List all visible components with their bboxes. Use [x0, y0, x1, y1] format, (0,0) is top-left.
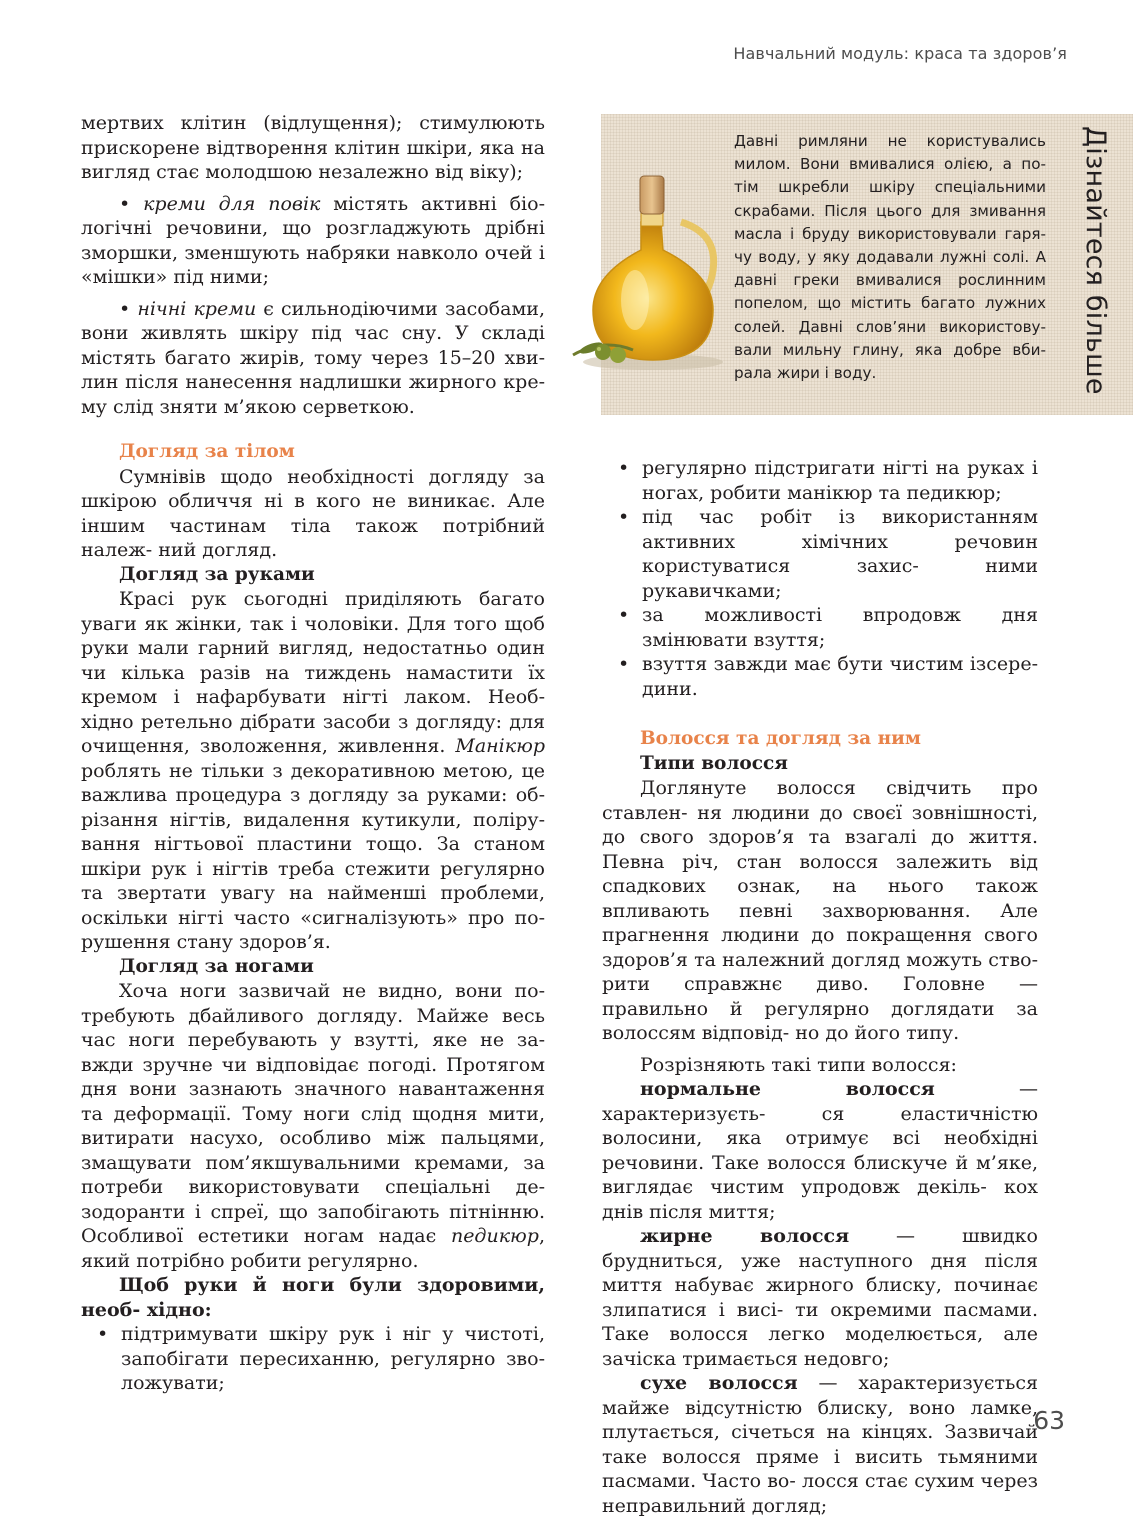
term-normal-hair: нормальне волосся	[640, 1078, 935, 1100]
term-pedicure: педикюр	[450, 1225, 539, 1247]
paragraph: Сумнівів щодо необхідності догляду за шкірою обличчя ні в кого не виникає. Але іншим частинам тіла також потрібний належ- ний догляд.	[81, 465, 545, 561]
list-item: • регулярно підстригати нігті на руках і ногах, робити манікюр та педикюр;	[618, 457, 1038, 504]
hair-type-normal: нормальне волосся — характеризуєть- ся еластичністю волосини, яка отримує всі необхідні речовини. Таке волосся блискуче й м’яке, виглядає чистим упродовж декіль- кох днів після миття;	[602, 1078, 1038, 1223]
term-eye-creams: креми для повік	[143, 192, 321, 215]
subheading-hands: Догляд за руками	[119, 563, 315, 585]
page-number: 63	[1033, 1406, 1065, 1435]
bullet-eye-creams: • креми для повік містять активні біо- логічні речовини, що розгладжують дрібні зморшки, зменшують набряки навколо очей і «мішки» під ними;	[81, 192, 545, 288]
list-item: • взуття завжди має бути чистим ізсере- дини.	[618, 653, 1038, 700]
list-item: • за можливості впродовж дня змінювати взуття;	[618, 604, 1038, 651]
olive-oil-bottle-icon	[563, 150, 733, 380]
paragraph-types-intro: Розрізняють такі типи волосся:	[640, 1053, 957, 1076]
right-column	[602, 456, 1038, 1518]
hair-type-oily: жирне волосся — швидко брудниться, уже наступного дня після миття набуває жирного блиску, починає злипатися і висі- ти окремими пасмами. Таке волосся легко моделюється, але зачіска тримається недовго;	[602, 1225, 1038, 1370]
section-heading-hair: Волосся та догляд за ним	[640, 728, 921, 749]
list-item: • під час робіт із використанням активних хімічних речовин користуватися захис- ними рукавичками;	[618, 506, 1038, 602]
term-manicure: Манікюр	[455, 735, 545, 757]
subheading-feet: Догляд за ногами	[119, 955, 314, 977]
bullet-night-creams: • нічні креми є сильнодіючими засобами, вони живлять шкіру під час сну. У складі містять багато жирів, тому через 15–20 хви- лин після нанесення надлишки жирного кре- му слід зняти м’якою серветкою.	[81, 297, 545, 418]
list-item: • підтримувати шкіру рук і ніг у чистоті, запобігати пересиханню, регулярно зво- ложувати;	[97, 1323, 545, 1394]
left-column	[81, 111, 545, 1396]
sidebar-title: Дізнайтеся більше	[1080, 126, 1111, 395]
term-oily-hair: жирне волосся	[640, 1225, 850, 1247]
healthy-hands-feet-heading: Щоб руки й ноги були здоровими, необ- хідно:	[81, 1274, 545, 1321]
paragraph-hair: Доглянуте волосся свідчить про ставлен- ня людини до своєї зовнішності, до свого здоров’я та взагалі до життя. Певна річ, стан волосся залежить від спадкових ознак, на нього також впливають певні захворювання. Але прагнення людини до покращення свого здоров’я та належний догляд можуть ство- рити справжнє диво. Головне — правильно й регулярно доглядати за волоссям відповід- но до його типу.	[602, 777, 1038, 1044]
subheading-hair-types: Типи волосся	[640, 752, 788, 774]
paragraph-feet: Хоча ноги зазвичай не видно, вони по- требують дбайливого догляду. Майже весь час ноги перебувають у взутті, яке не за- вжди зручне чи відповідає погоді. Протягом дня вони зазнають значного навантаження та деформації. Тому ноги слід щодня мити, витирати насухо, особливо між пальцями, змащувати пом’якшувальними кремами, за потреби використовувати спеціальні де- зодоранти і спреї, що запобігають пітнінню. Особливої естетики ногам надає педикюр, який потрібно робити регулярно.	[81, 980, 545, 1272]
section-heading-body-care: Догляд за тілом	[119, 441, 295, 462]
paragraph: мертвих клітин (відлущення); стимулюють прискорене відтворення клітин шкіри, яка на вигляд стає молодшою незалежно від віку);	[81, 112, 545, 183]
sidebar-text: Давні римляни не користувались милом. Вони вмивалися олією, а по- тім шкребли шкіру спеціальними скрабами. Після цього для змивання масла і бруду використовували гаря- чу воду, у яку додавали лужні солі. А давні греки вмивалися рослинним попелом, що містить багато лужних солей. Давні слов’яни використову- вали мильну глину, яка добре вби- рала жири і воду.	[734, 132, 1046, 383]
running-header: Навчальний модуль: краса та здоров’я	[733, 44, 1067, 63]
hair-type-dry: сухе волосся — характеризується майже відсутністю блиску, воно ламке, плутається, січеться на кінцях. Зазвичай таке волосся пряме і висить тьмяними пасмами. Часто во- лосся стає сухим через неправильний догляд;	[602, 1372, 1038, 1517]
term-dry-hair: сухе волосся	[640, 1372, 798, 1394]
paragraph-hands: Красі рук сьогодні приділяють багато уваги як жінки, так і чоловіки. Для того щоб руки мали гарний вигляд, недостатньо один чи кілька разів на тиждень намастити їх кремом і нафарбувати нігті лаком. Необ- хідно ретельно дібрати засоби з догляду: для очищення, зволоження, живлення. Манікюр роблять не тільки з декоративною метою, це важлива процедура з догляду за руками: об- різання нігтів, видалення кутикули, поліру- вання нігтьової пластини тощо. За станом шкіри рук і нігтів треба стежити регулярно та звертати увагу на найменші проблеми, оскільки нігті часто «сигналізують» про по- рушення стану здоров’я.	[81, 588, 545, 953]
term-night-creams: нічні креми	[137, 297, 257, 320]
